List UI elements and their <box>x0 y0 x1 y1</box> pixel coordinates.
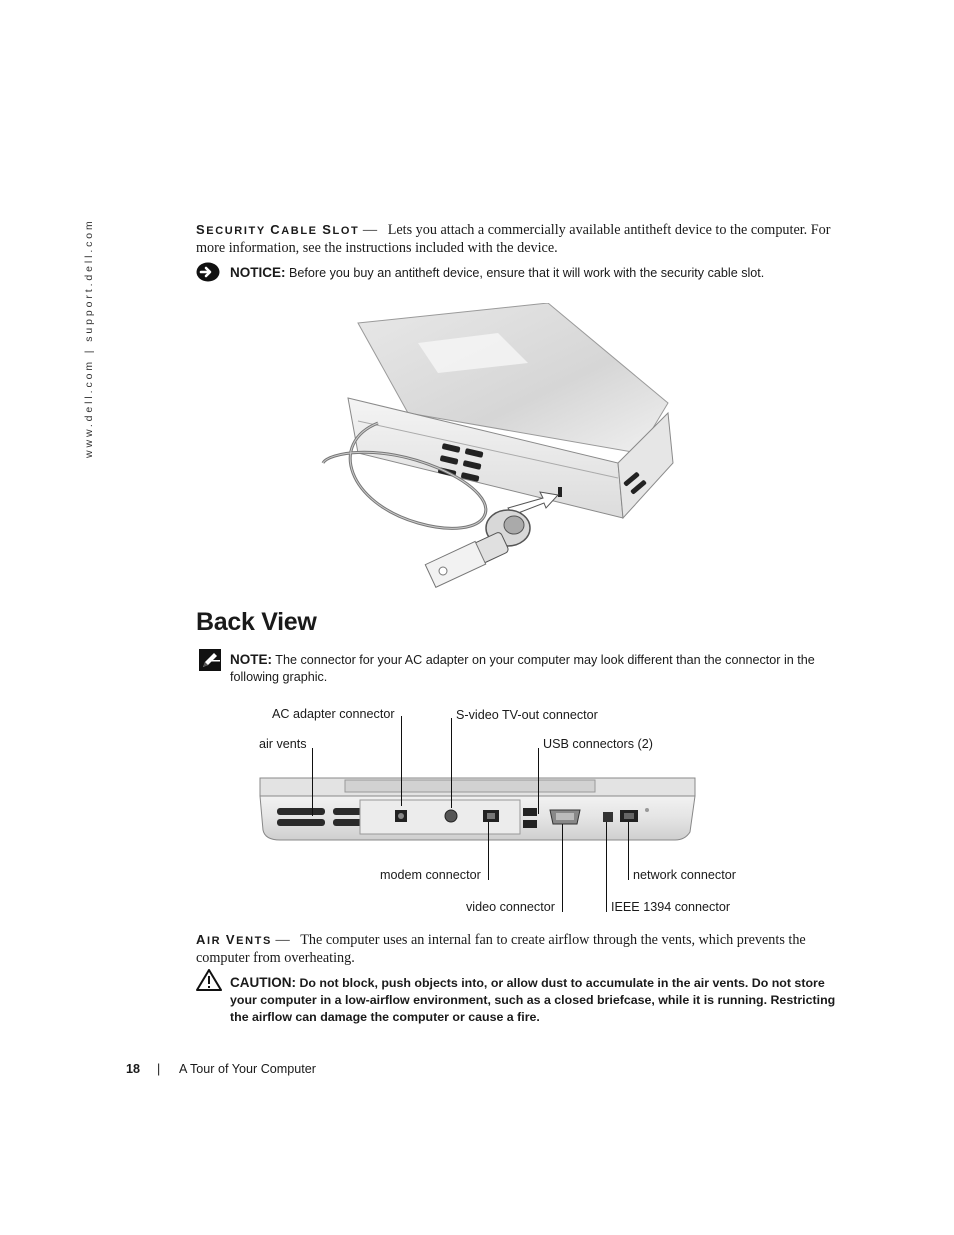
leader-ac-adapter <box>401 716 402 806</box>
callout-air-vents: air vents <box>259 737 307 751</box>
security-text-line2: more information, see the instructions included with the device. <box>196 240 558 256</box>
footer-separator: | <box>157 1062 161 1076</box>
notice-label: NOTICE: <box>230 265 286 280</box>
caution-line3: the airflow can damage the computer or cause a fire. <box>230 1010 540 1024</box>
leader-modem <box>488 822 489 880</box>
callout-video: video connector <box>466 900 555 914</box>
leader-air-vents <box>312 748 313 816</box>
notice-icon <box>196 262 220 282</box>
warning-triangle-icon <box>196 969 222 991</box>
air-vents-text-line1: The computer uses an internal fan to create airflow through the vents, which prevents the <box>300 932 806 948</box>
side-running-url: www.dell.com | support.dell.com <box>83 218 95 458</box>
notice-text: Before you buy an antitheft device, ensure that it will work with the security cable slot. <box>289 266 765 280</box>
callout-usb: USB connectors (2) <box>543 737 653 751</box>
note-text-line1: The connector for your AC adapter on your computer may look different than the connector in the <box>275 653 815 667</box>
leader-s-video <box>451 718 452 808</box>
back-view-heading: Back View <box>196 608 317 636</box>
security-cable-slot-paragraph: SECURITY CABLE SLOT — Lets you attach a commercially available antitheft device to the computer. For more information, see the instructions included with the device. <box>196 222 831 256</box>
callout-ieee: IEEE 1394 connector <box>611 900 731 914</box>
footer-section-title: A Tour of Your Computer <box>179 1062 316 1076</box>
leader-video <box>562 824 563 912</box>
leader-network <box>628 822 629 880</box>
security-text-line1: Lets you attach a commercially available antitheft device to the computer. For <box>387 222 831 238</box>
air-vents-heading: AIR VENTS <box>196 932 272 947</box>
security-cable-illustration <box>318 303 688 598</box>
leader-usb <box>538 748 539 814</box>
page-number: 18 <box>126 1062 141 1076</box>
pencil-note-icon <box>199 649 221 671</box>
callout-s-video: S-video TV-out connector <box>456 708 598 722</box>
air-vents-paragraph: AIR VENTS — The computer uses an internal fan to create airflow through the vents, which prevents the computer from overheating. <box>196 931 816 967</box>
leader-ieee <box>606 822 607 912</box>
callout-ac-adapter: AC adapter connector <box>272 707 395 721</box>
callout-modem: modem connector <box>380 868 481 882</box>
security-cable-slot-heading: SECURITY CABLE SLOT <box>196 222 360 237</box>
note-text-line2: following graphic. <box>230 670 328 684</box>
callout-network: network connector <box>633 868 736 882</box>
caution-line1: Do not block, push objects into, or allow dust to accumulate in the air vents. Do not store <box>299 976 825 990</box>
caution-label: CAUTION: <box>230 975 296 990</box>
caution-line2: your computer in a low-airflow environment, such as a closed briefcase, while it is running. Restricting <box>230 993 836 1007</box>
back-view-diagram <box>255 770 700 850</box>
air-vents-text-line2: computer from overheating. <box>196 950 355 966</box>
note-label: NOTE: <box>230 652 272 667</box>
